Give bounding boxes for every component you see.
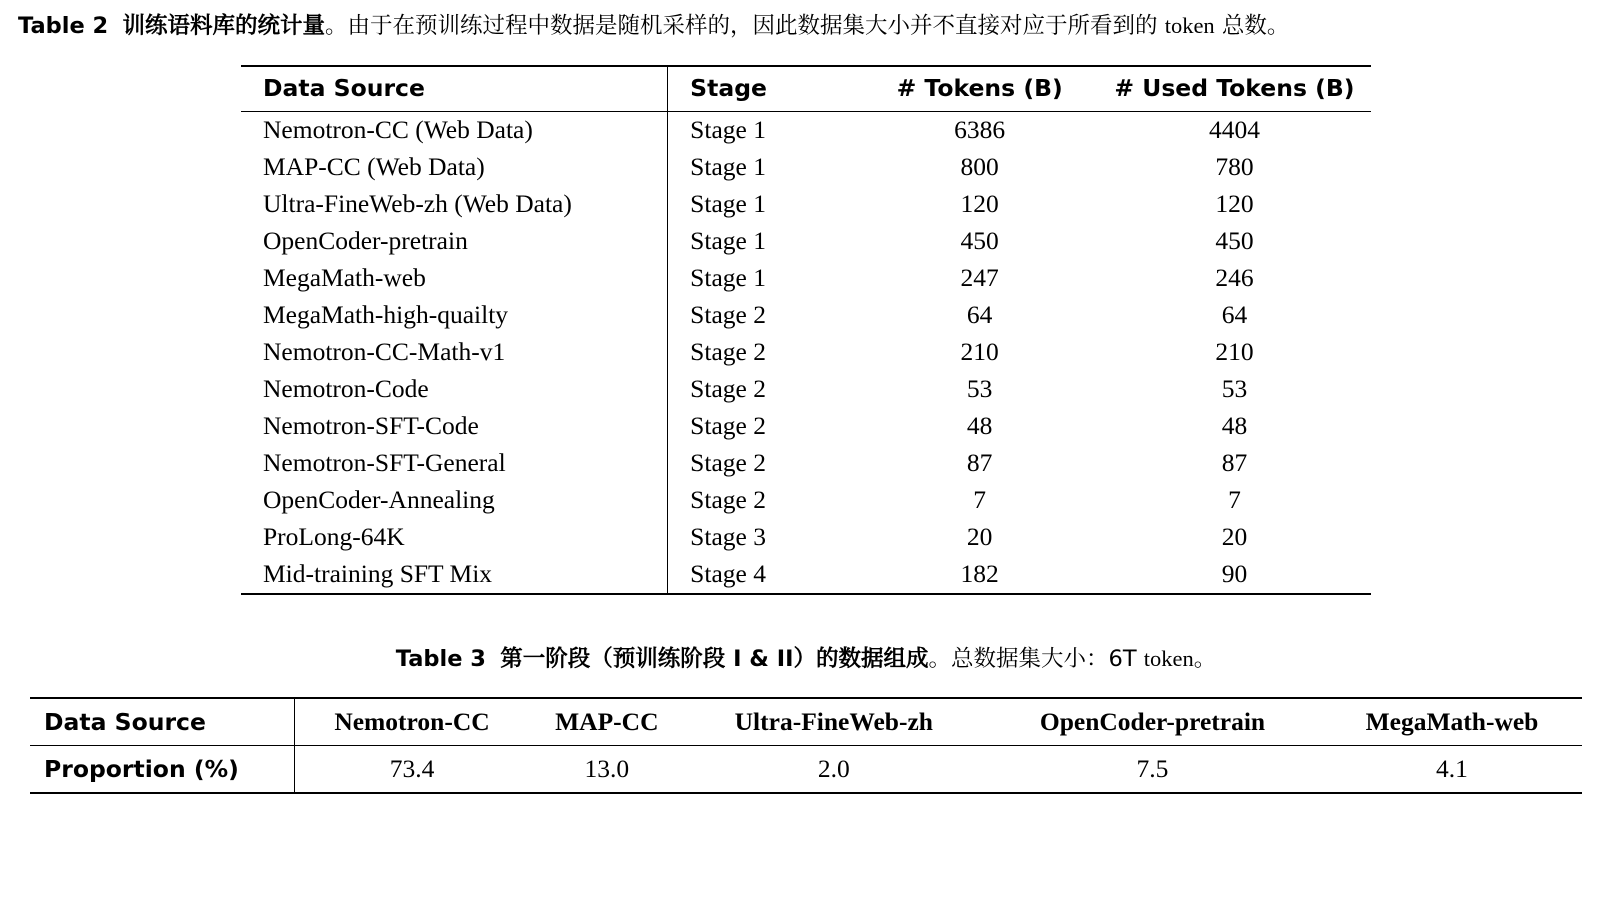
table2-cell-tokens: 210 <box>960 337 999 367</box>
table2-cell-source: MAP-CC (Web Data) <box>263 152 485 182</box>
table2-cell-stage: Stage 2 <box>668 445 862 482</box>
table2-cell-tokens: 450 <box>960 226 999 256</box>
table2-cell-stage: Stage 2 <box>668 408 862 445</box>
table2-cell-tokens: 64 <box>966 300 993 330</box>
table3-caption <box>0 641 1612 673</box>
table3-title-cn: 第一阶段（预训练阶段 I & II）的数据组成 <box>500 645 929 672</box>
table2-cell-source: Nemotron-SFT-Code <box>263 411 479 441</box>
table2-col-stage: Stage <box>668 66 862 112</box>
table2-cell-stage: Stage 1 <box>668 111 862 149</box>
table-row <box>241 519 1371 556</box>
table2-cell-used: 210 <box>1215 337 1254 367</box>
table3-row-label-proportion: Proportion (%) <box>30 745 295 793</box>
table2-cell-source: Nemotron-Code <box>263 374 429 404</box>
table-row <box>241 186 1371 223</box>
table2-cell-tokens: 182 <box>861 556 1097 594</box>
table3-caption-body-2: 。 <box>1193 645 1217 672</box>
table2-cell-used: 48 <box>1221 411 1248 441</box>
table3-label: Table 3 <box>395 645 486 672</box>
table2-cell-used: 53 <box>1221 374 1248 404</box>
table3-header-source-1: MAP-CC <box>529 698 685 746</box>
table2-cell-source: Nemotron-CC (Web Data) <box>263 115 533 145</box>
table2-cell-stage: Stage 2 <box>668 334 862 371</box>
table2-cell-source: Nemotron-SFT-General <box>263 448 506 478</box>
table2-col-used-tokens: # Used Tokens (B) <box>1098 66 1371 112</box>
table2-head <box>241 66 1371 112</box>
table2-cell-stage: Stage 1 <box>668 223 862 260</box>
table3 <box>30 697 1582 794</box>
table3-header-source-2: Ultra-FineWeb-zh <box>685 698 983 746</box>
table2-cell-stage: Stage 1 <box>668 186 862 223</box>
table3-header-source-3: OpenCoder-pretrain <box>983 698 1322 746</box>
table2-container <box>241 65 1371 595</box>
table2-cell-tokens: 120 <box>960 189 999 219</box>
table3-caption-token-word: token <box>1143 645 1194 671</box>
table2-cell-tokens: 7 <box>973 485 987 515</box>
table-row <box>30 745 1582 793</box>
table2-cell-used: 4404 <box>1208 115 1260 145</box>
table2-col-data-source: Data Source <box>241 66 668 112</box>
table2-cell-used: 7 <box>1228 485 1241 515</box>
table2-cell-tokens: 800 <box>960 152 999 182</box>
table2-cell-source: MegaMath-web <box>263 263 426 293</box>
table3-cell-proportion-0: 73.4 <box>295 745 530 793</box>
table2-label: Table 2 <box>18 13 109 39</box>
table2-cell-source: OpenCoder-Annealing <box>263 485 495 515</box>
table-row <box>241 556 1371 594</box>
table2-cell-tokens: 20 <box>966 522 993 552</box>
table3-cell-proportion-4: 4.1 <box>1322 745 1582 793</box>
table3-header-data-source: Data Source <box>30 698 295 746</box>
table-row <box>241 260 1371 297</box>
table-row <box>241 445 1371 482</box>
table3-header-source-4: MegaMath-web <box>1322 698 1582 746</box>
table2-caption <box>18 10 1594 43</box>
table2-cell-tokens: 48 <box>966 411 993 441</box>
table-row <box>241 334 1371 371</box>
table-row <box>241 408 1371 445</box>
table3-cell-proportion-3: 7.5 <box>983 745 1322 793</box>
table2-cell-stage: Stage 3 <box>668 519 862 556</box>
table2-cell-source: MegaMath-high-quailty <box>263 300 509 330</box>
table2-caption-token-word: token <box>1164 13 1215 38</box>
table2-cell-tokens: 87 <box>966 448 993 478</box>
table2-cell-tokens: 6386 <box>954 115 1006 145</box>
table-row <box>241 223 1371 260</box>
table3-cell-proportion-2: 2.0 <box>685 745 983 793</box>
table2-cell-stage: Stage 2 <box>668 371 862 408</box>
table2-cell-used: 450 <box>1215 226 1254 256</box>
table3-cell-proportion-1: 13.0 <box>529 745 685 793</box>
table2-cell-used: 90 <box>1098 556 1371 594</box>
table2-cell-source: ProLong-64K <box>263 522 405 552</box>
table2-cell-used: 20 <box>1221 522 1248 552</box>
table2-cell-tokens: 247 <box>960 263 999 293</box>
table2-cell-tokens: 53 <box>966 374 993 404</box>
table2-cell-stage: Stage 4 <box>668 556 862 594</box>
table2-cell-stage: Stage 1 <box>668 149 862 186</box>
table2-cell-used: 780 <box>1215 152 1254 182</box>
table-row <box>241 149 1371 186</box>
table3-head <box>30 698 1582 746</box>
table-row <box>241 371 1371 408</box>
table2-caption-body-2: 总数。 <box>1214 13 1290 39</box>
table2-body <box>241 111 1371 594</box>
table2-cell-source: OpenCoder-pretrain <box>263 226 468 256</box>
table2-title-cn: 训练语料库的统计量 <box>122 13 326 39</box>
table2-cell-used: 87 <box>1221 448 1248 478</box>
table2-cell-stage: Stage 2 <box>668 482 862 519</box>
table2-cell-source: Mid-training SFT Mix <box>241 556 668 594</box>
table-row <box>241 482 1371 519</box>
table2-cell-stage: Stage 2 <box>668 297 862 334</box>
table2-cell-stage: Stage 1 <box>668 260 862 297</box>
table2-header-row <box>241 66 1371 112</box>
table2-cell-used: 64 <box>1221 300 1248 330</box>
table2-cell-used: 246 <box>1215 263 1254 293</box>
table-row <box>241 297 1371 334</box>
table2-cell-used: 120 <box>1215 189 1254 219</box>
table2-caption-body-1: 。由于在预训练过程中数据是随机采样的，因此数据集大小并不直接对应于所看到的 <box>325 13 1165 39</box>
table2-cell-source: Nemotron-CC-Math-v1 <box>263 337 506 367</box>
table3-container <box>30 697 1582 794</box>
table3-header-row <box>30 698 1582 746</box>
table2-col-tokens: # Tokens (B) <box>861 66 1097 112</box>
paper-page <box>0 10 1612 902</box>
table3-header-source-0: Nemotron-CC <box>295 698 530 746</box>
table-row <box>241 111 1371 149</box>
table2 <box>241 65 1371 595</box>
table3-caption-body-1: 。总数据集大小：6T <box>928 645 1144 672</box>
table2-cell-source: Ultra-FineWeb-zh (Web Data) <box>263 189 572 219</box>
table3-body <box>30 745 1582 793</box>
